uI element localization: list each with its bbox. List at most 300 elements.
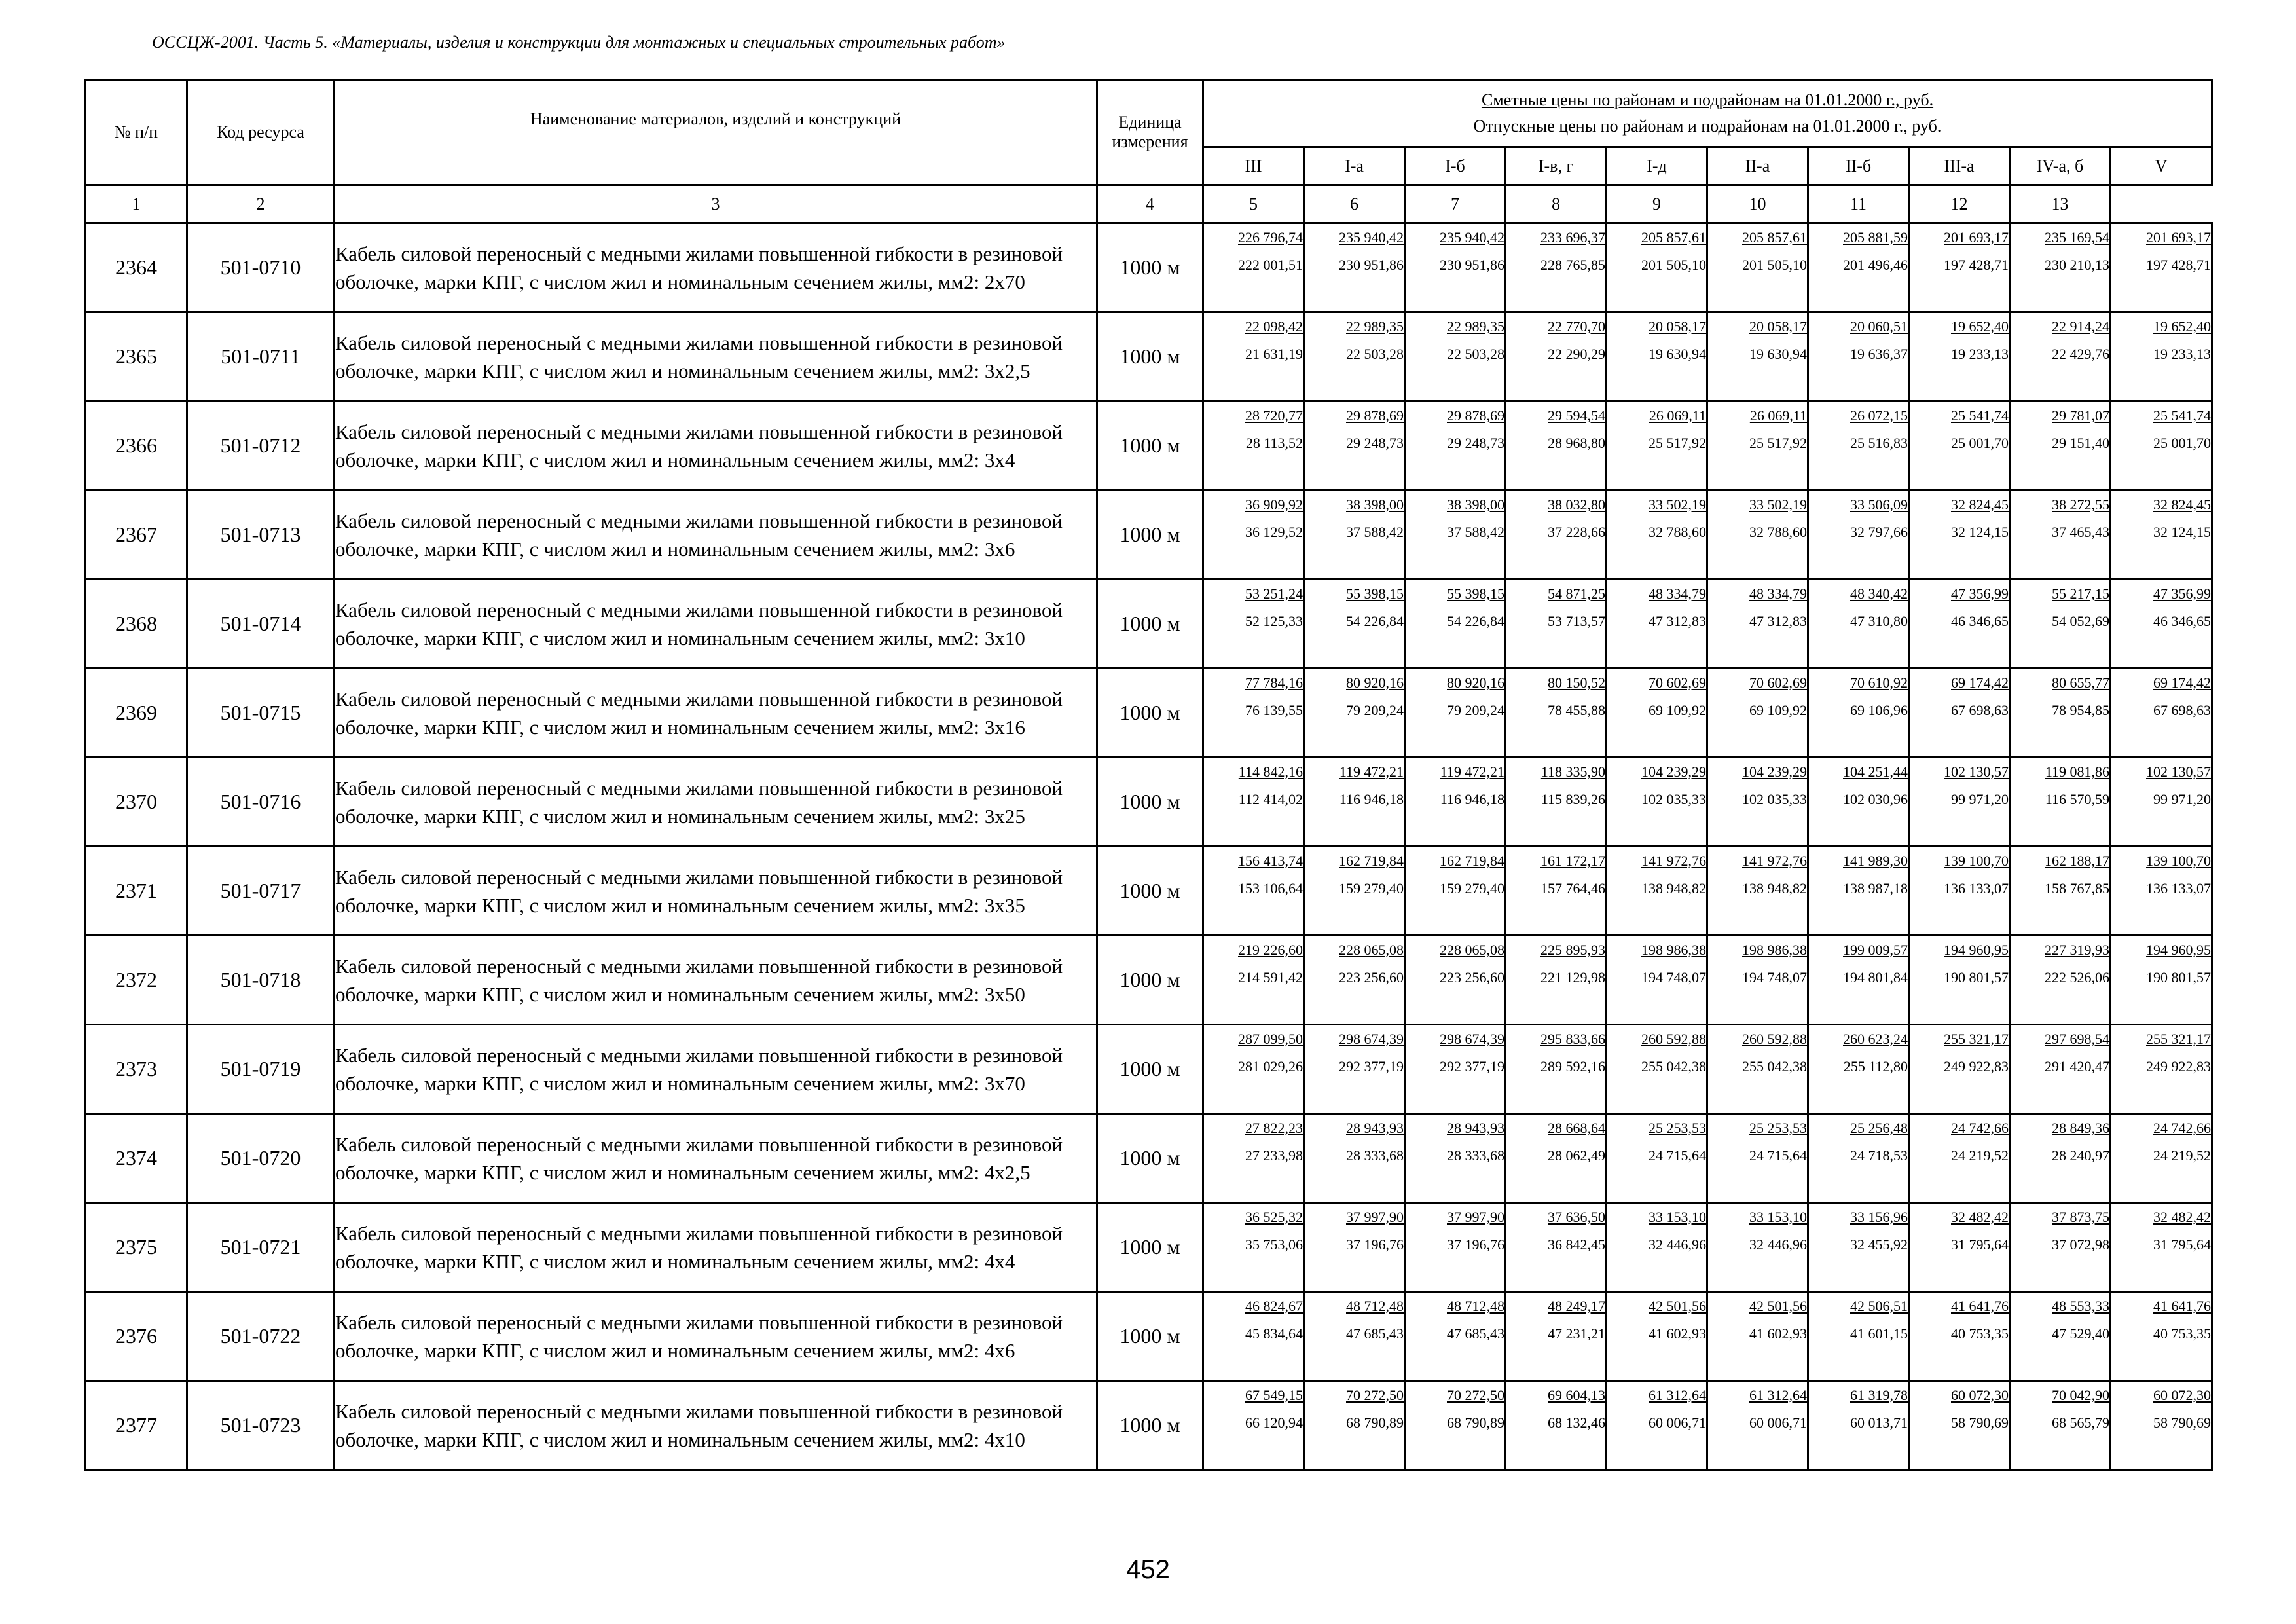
price-cell	[1707, 1025, 1808, 1114]
estimate-price: 228 065,08	[1339, 942, 1404, 958]
price-cell	[1909, 1025, 2010, 1114]
release-price: 69 109,92	[1649, 702, 1706, 718]
estimate-price: 255 321,17	[1944, 1031, 2009, 1047]
release-price: 255 112,80	[1843, 1058, 1908, 1075]
release-price: 47 310,80	[1850, 613, 1908, 629]
col-header-region: II-б	[1808, 147, 1909, 185]
col-header-prices	[1203, 80, 2212, 147]
estimate-price: 235 940,42	[1339, 229, 1404, 246]
release-price: 32 124,15	[2153, 524, 2212, 540]
release-price: 31 795,64	[1951, 1236, 2009, 1253]
estimate-price: 161 172,17	[1540, 853, 1605, 869]
release-price: 116 946,18	[1339, 791, 1404, 807]
price-cell	[1808, 223, 1909, 312]
estimate-price: 80 920,16	[1346, 674, 1404, 691]
estimate-price: 198 986,38	[1742, 942, 1807, 958]
row-number: 2375	[86, 1203, 187, 1292]
table-row	[86, 401, 2212, 490]
release-price: 22 429,76	[2052, 346, 2109, 362]
resource-code: 501-0717	[187, 847, 335, 936]
col-header-region: V	[2111, 147, 2212, 185]
release-price: 292 377,19	[1440, 1058, 1504, 1075]
estimate-price: 70 272,50	[1346, 1387, 1404, 1403]
release-price: 58 790,69	[1951, 1414, 2009, 1431]
release-price: 222 526,06	[2045, 969, 2109, 986]
release-price: 194 748,07	[1742, 969, 1807, 986]
material-name: Кабель силовой переносный с медными жилами повышенной гибкости в резиновой оболочке, марки КПГ, с числом жил и номинальным сечением жилы, мм2: 3х6	[335, 490, 1097, 580]
estimate-price: 24 742,66	[1951, 1120, 2009, 1136]
release-price: 221 129,98	[1540, 969, 1605, 986]
price-cell	[1506, 1114, 1607, 1203]
release-price: 25 517,92	[1749, 435, 1807, 451]
estimate-price: 297 698,54	[2045, 1031, 2109, 1047]
col-number: 13	[2010, 185, 2111, 223]
document-header: ОССЦЖ-2001. Часть 5. «Материалы, изделия и конструкции для монтажных и специальных строительных работ»	[152, 33, 1006, 52]
col-number: 8	[1506, 185, 1607, 223]
col-number: 6	[1304, 185, 1405, 223]
estimate-price: 25 253,53	[1749, 1120, 1807, 1136]
price-cell	[1607, 1203, 1707, 1292]
unit-of-measure: 1000 м	[1097, 1114, 1203, 1203]
release-price: 47 312,83	[1649, 613, 1706, 629]
estimate-price: 55 398,15	[1346, 585, 1404, 602]
resource-code: 501-0715	[187, 669, 335, 758]
price-cell	[1405, 1025, 1506, 1114]
price-cell	[1405, 223, 1506, 312]
estimate-price: 119 081,86	[2045, 764, 2109, 780]
release-price: 36 842,45	[1548, 1236, 1605, 1253]
table-row	[86, 312, 2212, 401]
estimate-price: 47 356,99	[1951, 585, 2009, 602]
release-price: 24 715,64	[1649, 1147, 1706, 1164]
price-cell	[1808, 936, 1909, 1025]
estimate-price: 33 502,19	[1649, 496, 1706, 513]
release-price: 194 748,07	[1641, 969, 1706, 986]
table-row	[86, 490, 2212, 580]
price-cell	[1607, 758, 1707, 847]
price-cell	[2111, 669, 2212, 758]
price-cell	[1304, 847, 1405, 936]
price-cell	[2010, 847, 2111, 936]
estimate-price: 42 501,56	[1749, 1298, 1807, 1314]
release-price: 158 767,85	[2045, 880, 2109, 896]
price-cell	[1304, 490, 1405, 580]
release-price: 115 839,26	[1540, 791, 1605, 807]
estimate-price: 27 822,23	[1245, 1120, 1303, 1136]
estimate-price: 25 256,48	[1850, 1120, 1908, 1136]
release-price: 292 377,19	[1339, 1058, 1404, 1075]
row-number: 2374	[86, 1114, 187, 1203]
col-header-name: Наименование материалов, изделий и конструкций	[335, 80, 1097, 185]
estimate-price: 37 636,50	[1548, 1209, 1605, 1225]
estimate-price: 19 652,40	[1951, 318, 2009, 335]
release-price: 201 505,10	[1742, 257, 1807, 273]
release-price: 60 006,71	[1649, 1414, 1706, 1431]
material-name: Кабель силовой переносный с медными жилами повышенной гибкости в резиновой оболочке, марки КПГ, с числом жил и номинальным сечением жилы, мм2: 4х4	[335, 1203, 1097, 1292]
release-price: 112 414,02	[1238, 791, 1303, 807]
price-cell	[1405, 1114, 1506, 1203]
estimate-price: 77 784,16	[1245, 674, 1303, 691]
estimate-price: 194 960,95	[1944, 942, 2009, 958]
release-price: 68 790,89	[1346, 1414, 1404, 1431]
price-cell	[2111, 847, 2212, 936]
estimate-price: 26 072,15	[1850, 407, 1908, 424]
release-price: 47 529,40	[2052, 1325, 2109, 1342]
estimate-price: 141 989,30	[1843, 853, 1908, 869]
release-price: 194 801,84	[1843, 969, 1908, 986]
price-cell	[2111, 1203, 2212, 1292]
price-cell	[1203, 223, 1304, 312]
price-cell	[1909, 490, 2010, 580]
estimate-price: 26 069,11	[1649, 407, 1706, 424]
release-price: 28 062,49	[1548, 1147, 1605, 1164]
col-header-prices-estimate: Сметные цены по районам и подрайонам на 01.01.2000 г., руб.	[1481, 90, 1934, 109]
release-price: 19 233,13	[1951, 346, 2009, 362]
price-cell	[1203, 936, 1304, 1025]
price-cell	[1808, 669, 1909, 758]
resource-code: 501-0718	[187, 936, 335, 1025]
release-price: 54 226,84	[1346, 613, 1404, 629]
estimate-price: 25 541,74	[2153, 407, 2212, 424]
release-price: 214 591,42	[1238, 969, 1303, 986]
estimate-price: 29 878,69	[1447, 407, 1504, 424]
material-name: Кабель силовой переносный с медными жилами повышенной гибкости в резиновой оболочке, марки КПГ, с числом жил и номинальным сечением жилы, мм2: 3х4	[335, 401, 1097, 490]
estimate-price: 38 398,00	[1447, 496, 1504, 513]
release-price: 159 279,40	[1339, 880, 1404, 896]
release-price: 46 346,65	[1951, 613, 2009, 629]
estimate-price: 33 153,10	[1749, 1209, 1807, 1225]
estimate-price: 298 674,39	[1440, 1031, 1504, 1047]
price-cell	[1909, 669, 2010, 758]
material-name: Кабель силовой переносный с медными жилами повышенной гибкости в резиновой оболочке, марки КПГ, с числом жил и номинальным сечением жилы, мм2: 3х50	[335, 936, 1097, 1025]
estimate-price: 33 156,96	[1850, 1209, 1908, 1225]
estimate-price: 141 972,76	[1641, 853, 1706, 869]
estimate-price: 102 130,57	[1944, 764, 2009, 780]
price-cell	[2010, 223, 2111, 312]
price-cell	[2111, 1381, 2212, 1470]
estimate-price: 20 060,51	[1850, 318, 1908, 335]
price-cell	[2010, 1114, 2111, 1203]
estimate-price: 32 824,45	[2153, 496, 2212, 513]
price-cell	[1304, 1292, 1405, 1381]
release-price: 66 120,94	[1245, 1414, 1303, 1431]
col-number: 5	[1203, 185, 1304, 223]
release-price: 102 030,96	[1843, 791, 1908, 807]
estimate-price: 162 188,17	[2045, 853, 2109, 869]
release-price: 249 922,83	[1944, 1058, 2009, 1075]
col-number: 12	[1909, 185, 2010, 223]
release-price: 24 718,53	[1850, 1147, 1908, 1164]
estimate-price: 28 668,64	[1548, 1120, 1605, 1136]
price-cell	[2010, 1203, 2111, 1292]
estimate-price: 139 100,70	[1944, 853, 2009, 869]
price-cell	[1203, 1025, 1304, 1114]
price-cell	[1405, 401, 1506, 490]
estimate-price: 298 674,39	[1339, 1031, 1404, 1047]
release-price: 28 240,97	[2052, 1147, 2109, 1164]
price-cell	[1506, 847, 1607, 936]
price-cell	[1909, 312, 2010, 401]
material-name: Кабель силовой переносный с медными жилами повышенной гибкости в резиновой оболочке, марки КПГ, с числом жил и номинальным сечением жилы, мм2: 3х70	[335, 1025, 1097, 1114]
estimate-price: 260 592,88	[1742, 1031, 1807, 1047]
estimate-price: 61 319,78	[1850, 1387, 1908, 1403]
price-cell	[1304, 669, 1405, 758]
col-header-region: III	[1203, 147, 1304, 185]
estimate-price: 48 340,42	[1850, 585, 1908, 602]
release-price: 24 219,52	[2153, 1147, 2212, 1164]
release-price: 157 764,46	[1540, 880, 1605, 896]
estimate-price: 205 857,61	[1641, 229, 1706, 246]
price-cell	[1203, 669, 1304, 758]
release-price: 37 196,76	[1346, 1236, 1404, 1253]
col-number: 10	[1707, 185, 1808, 223]
release-price: 28 333,68	[1447, 1147, 1504, 1164]
price-cell	[1607, 847, 1707, 936]
price-cell	[2010, 312, 2111, 401]
estimate-price: 104 251,44	[1843, 764, 1908, 780]
col-header-region: I-д	[1607, 147, 1707, 185]
release-price: 40 753,35	[2153, 1325, 2212, 1342]
price-cell	[1405, 312, 1506, 401]
price-cell	[2111, 1025, 2212, 1114]
col-header-region: I-в, г	[1506, 147, 1607, 185]
estimate-price: 205 881,59	[1843, 229, 1908, 246]
estimate-price: 70 042,90	[2052, 1387, 2109, 1403]
estimate-price: 205 857,61	[1742, 229, 1807, 246]
price-cell	[1506, 936, 1607, 1025]
release-price: 223 256,60	[1339, 969, 1404, 986]
row-number: 2371	[86, 847, 187, 936]
unit-of-measure: 1000 м	[1097, 223, 1203, 312]
release-price: 19 630,94	[1749, 346, 1807, 362]
release-price: 25 001,70	[2153, 435, 2212, 451]
price-cell	[1304, 223, 1405, 312]
release-price: 116 946,18	[1440, 791, 1504, 807]
price-cell	[1304, 580, 1405, 669]
price-cell	[1506, 669, 1607, 758]
price-cell	[1203, 490, 1304, 580]
unit-of-measure: 1000 м	[1097, 580, 1203, 669]
price-cell	[1909, 936, 2010, 1025]
estimate-price: 29 878,69	[1346, 407, 1404, 424]
resource-code: 501-0716	[187, 758, 335, 847]
estimate-price: 48 553,33	[2052, 1298, 2109, 1314]
release-price: 27 233,98	[1245, 1147, 1303, 1164]
price-cell	[1707, 1114, 1808, 1203]
unit-of-measure: 1000 м	[1097, 669, 1203, 758]
row-number: 2370	[86, 758, 187, 847]
price-cell	[1203, 312, 1304, 401]
resource-code: 501-0712	[187, 401, 335, 490]
col-header-prices-release: Отпускные цены по районам и подрайонам на 01.01.2000 г., руб.	[1473, 117, 1942, 136]
estimate-price: 25 541,74	[1951, 407, 2009, 424]
estimate-price: 287 099,50	[1238, 1031, 1303, 1047]
release-price: 29 248,73	[1346, 435, 1404, 451]
release-price: 32 446,96	[1749, 1236, 1807, 1253]
estimate-price: 114 842,16	[1238, 764, 1303, 780]
release-price: 69 109,92	[1749, 702, 1807, 718]
release-price: 47 231,21	[1548, 1325, 1605, 1342]
price-cell	[1203, 1381, 1304, 1470]
release-price: 22 290,29	[1548, 346, 1605, 362]
table-row	[86, 580, 2212, 669]
unit-of-measure: 1000 м	[1097, 490, 1203, 580]
price-cell	[1707, 1381, 1808, 1470]
price-cell	[1506, 1203, 1607, 1292]
release-price: 22 503,28	[1346, 346, 1404, 362]
row-number: 2373	[86, 1025, 187, 1114]
price-cell	[1909, 1292, 2010, 1381]
release-price: 25 517,92	[1649, 435, 1706, 451]
price-cell	[1808, 1381, 1909, 1470]
release-price: 68 790,89	[1447, 1414, 1504, 1431]
price-cell	[1707, 1203, 1808, 1292]
estimate-price: 295 833,66	[1540, 1031, 1605, 1047]
estimate-price: 42 501,56	[1649, 1298, 1706, 1314]
release-price: 67 698,63	[2153, 702, 2212, 718]
col-header-region: IV-а, б	[2010, 147, 2111, 185]
release-price: 25 001,70	[1951, 435, 2009, 451]
release-price: 37 465,43	[2052, 524, 2109, 540]
estimate-price: 119 472,21	[1440, 764, 1504, 780]
resource-code: 501-0720	[187, 1114, 335, 1203]
page-number: 452	[1126, 1555, 1170, 1584]
row-number: 2376	[86, 1292, 187, 1381]
estimate-price: 29 781,07	[2052, 407, 2109, 424]
estimate-price: 141 972,76	[1742, 853, 1807, 869]
col-header-region: I-а	[1304, 147, 1405, 185]
estimate-price: 69 174,42	[1951, 674, 2009, 691]
release-price: 37 072,98	[2052, 1236, 2109, 1253]
table-row	[86, 847, 2212, 936]
release-price: 190 801,57	[2146, 969, 2212, 986]
col-header-unit: Единица измерения	[1097, 80, 1203, 185]
resource-code: 501-0721	[187, 1203, 335, 1292]
estimate-price: 219 226,60	[1238, 942, 1303, 958]
release-price: 230 951,86	[1339, 257, 1404, 273]
row-number: 2365	[86, 312, 187, 401]
price-cell	[1405, 1381, 1506, 1470]
release-price: 47 685,43	[1447, 1325, 1504, 1342]
resource-code: 501-0722	[187, 1292, 335, 1381]
release-price: 32 797,66	[1850, 524, 1908, 540]
price-cell	[1506, 1025, 1607, 1114]
unit-of-measure: 1000 м	[1097, 401, 1203, 490]
price-table	[84, 79, 2213, 1471]
price-cell	[1304, 1381, 1405, 1470]
estimate-price: 37 873,75	[2052, 1209, 2109, 1225]
price-cell	[2010, 490, 2111, 580]
price-cell	[1909, 1114, 2010, 1203]
price-cell	[1405, 580, 1506, 669]
release-price: 54 226,84	[1447, 613, 1504, 629]
price-cell	[1909, 401, 2010, 490]
price-cell	[1808, 580, 1909, 669]
price-cell	[1405, 669, 1506, 758]
release-price: 60 006,71	[1749, 1414, 1807, 1431]
release-price: 37 588,42	[1346, 524, 1404, 540]
price-cell	[1203, 758, 1304, 847]
price-cell	[1203, 1114, 1304, 1203]
price-cell	[1203, 401, 1304, 490]
release-price: 201 496,46	[1843, 257, 1908, 273]
price-cell	[1304, 1203, 1405, 1292]
col-number: 4	[1097, 185, 1203, 223]
price-cell	[1506, 401, 1607, 490]
release-price: 99 971,20	[2153, 791, 2212, 807]
release-price: 32 455,92	[1850, 1236, 1908, 1253]
release-price: 32 788,60	[1649, 524, 1706, 540]
estimate-price: 48 334,79	[1749, 585, 1807, 602]
price-cell	[1203, 1292, 1304, 1381]
estimate-price: 38 032,80	[1548, 496, 1605, 513]
release-price: 68 565,79	[2052, 1414, 2109, 1431]
estimate-price: 22 914,24	[2052, 318, 2109, 335]
price-cell	[1808, 1114, 1909, 1203]
price-cell	[2111, 1292, 2212, 1381]
estimate-price: 33 153,10	[1649, 1209, 1706, 1225]
unit-of-measure: 1000 м	[1097, 1381, 1203, 1470]
price-cell	[1607, 1381, 1707, 1470]
row-number: 2372	[86, 936, 187, 1025]
release-price: 53 713,57	[1548, 613, 1605, 629]
col-header-region: I-б	[1405, 147, 1506, 185]
estimate-price: 70 610,92	[1850, 674, 1908, 691]
price-cell	[2010, 1292, 2111, 1381]
col-number: 11	[1808, 185, 1909, 223]
price-cell	[1203, 847, 1304, 936]
resource-code: 501-0723	[187, 1381, 335, 1470]
price-cell	[1909, 758, 2010, 847]
estimate-price: 22 989,35	[1447, 318, 1504, 335]
estimate-price: 55 217,15	[2052, 585, 2109, 602]
price-cell	[1808, 847, 1909, 936]
estimate-price: 260 592,88	[1641, 1031, 1706, 1047]
price-cell	[1909, 580, 2010, 669]
estimate-price: 41 641,76	[1951, 1298, 2009, 1314]
release-price: 228 765,85	[1540, 257, 1605, 273]
row-number: 2369	[86, 669, 187, 758]
estimate-price: 80 655,77	[2052, 674, 2109, 691]
estimate-price: 119 472,21	[1339, 764, 1404, 780]
estimate-price: 55 398,15	[1447, 585, 1504, 602]
price-cell	[1707, 223, 1808, 312]
material-name: Кабель силовой переносный с медными жилами повышенной гибкости в резиновой оболочке, марки КПГ, с числом жил и номинальным сечением жилы, мм2: 2х70	[335, 223, 1097, 312]
estimate-price: 70 602,69	[1749, 674, 1807, 691]
release-price: 25 516,83	[1850, 435, 1908, 451]
unit-of-measure: 1000 м	[1097, 847, 1203, 936]
release-price: 67 698,63	[1951, 702, 2009, 718]
price-cell	[1607, 312, 1707, 401]
release-price: 249 922,83	[2146, 1058, 2212, 1075]
unit-of-measure: 1000 м	[1097, 312, 1203, 401]
price-cell	[1707, 401, 1808, 490]
row-number: 2377	[86, 1381, 187, 1470]
release-price: 28 333,68	[1346, 1147, 1404, 1164]
price-cell	[1909, 1203, 2010, 1292]
estimate-price: 41 641,76	[2153, 1298, 2212, 1314]
price-cell	[1304, 758, 1405, 847]
release-price: 29 151,40	[2052, 435, 2109, 451]
release-price: 45 834,64	[1245, 1325, 1303, 1342]
release-price: 47 685,43	[1346, 1325, 1404, 1342]
release-price: 35 753,06	[1245, 1236, 1303, 1253]
release-price: 37 228,66	[1548, 524, 1605, 540]
release-price: 223 256,60	[1440, 969, 1504, 986]
price-cell	[1909, 223, 2010, 312]
price-cell	[2010, 1025, 2111, 1114]
price-cell	[1304, 401, 1405, 490]
